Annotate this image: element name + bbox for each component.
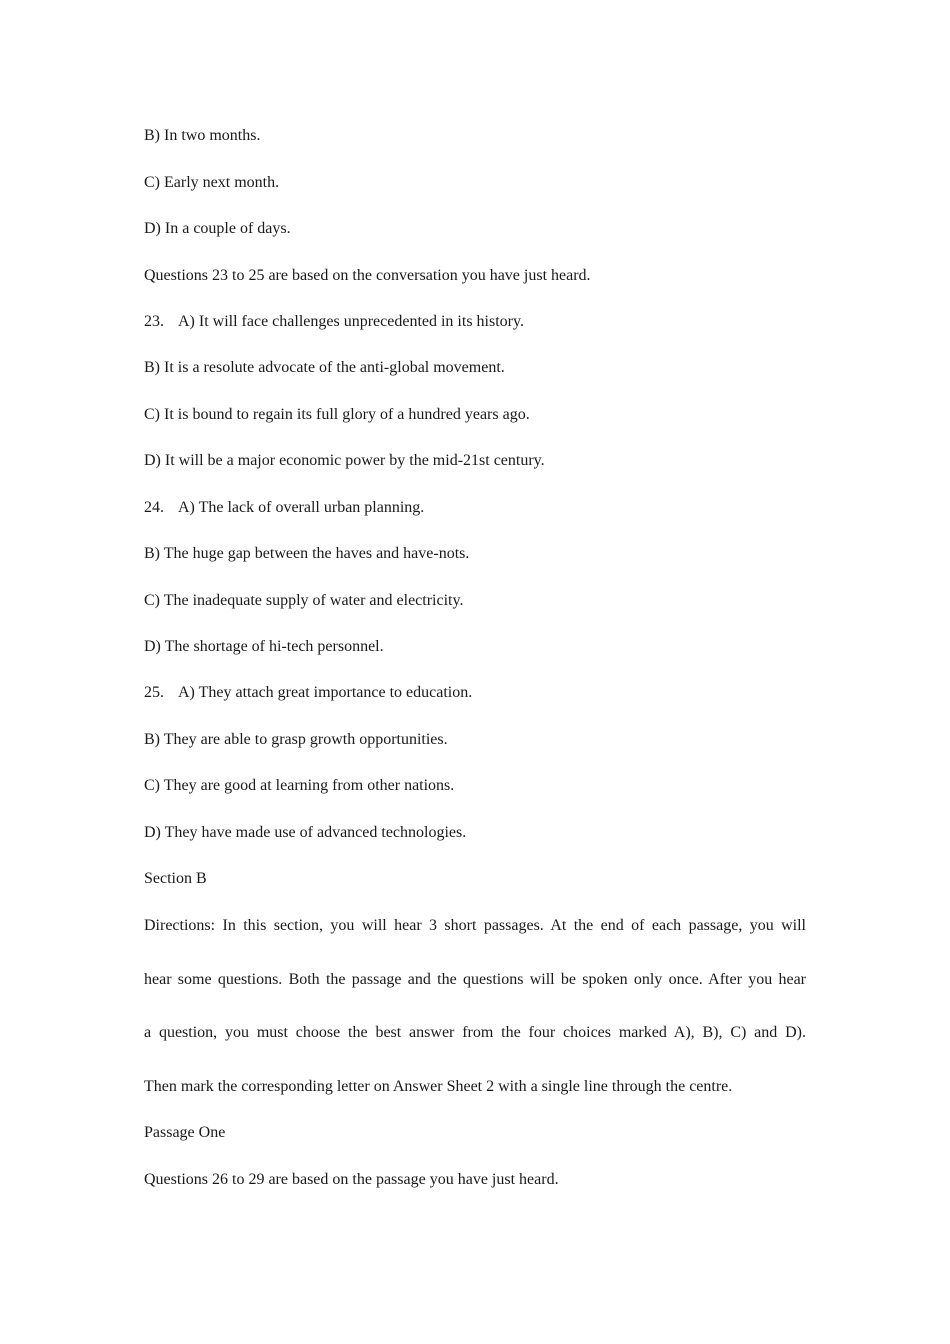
- directions-line-3: a question, you must choose the best answer from the four choices marked A), B), C) and D).: [144, 1024, 806, 1041]
- q23-option-d: D) It will be a major economic power by the mid-21st century.: [144, 452, 545, 469]
- q23-option-b: B) It is a resolute advocate of the anti-global movement.: [144, 359, 505, 376]
- q25-option-d: D) They have made use of advanced technologies.: [144, 824, 467, 841]
- q24-number: 24.: [144, 499, 164, 516]
- q23-option-a-line: [144, 312, 524, 332]
- q23-number: 23.: [144, 313, 164, 330]
- q24-option-a: A) The lack of overall urban planning.: [178, 499, 425, 516]
- q24-option-c: C) The inadequate supply of water and electricity.: [144, 592, 464, 609]
- directions-line-1: Directions: In this section, you will hear 3 short passages. At the end of each passage, you will: [144, 917, 806, 934]
- q23-option-a: A) It will face challenges unprecedented in its history.: [178, 313, 524, 330]
- q25-option-c: C) They are good at learning from other nations.: [144, 777, 455, 794]
- q25-option-a: A) They attach great importance to education.: [178, 684, 473, 701]
- section-b-heading: Section B: [144, 870, 207, 887]
- q23-option-c: C) It is bound to regain its full glory of a hundred years ago.: [144, 406, 530, 423]
- q22-option-b: B) In two months.: [144, 127, 261, 144]
- q24-option-b: B) The huge gap between the haves and have-nots.: [144, 545, 470, 562]
- q24-option-d: D) The shortage of hi-tech personnel.: [144, 638, 384, 655]
- q25-option-a-line: [144, 683, 472, 703]
- questions-23-25-intro: Questions 23 to 25 are based on the conversation you have just heard.: [144, 267, 591, 284]
- q24-option-a-line: [144, 498, 424, 518]
- q25-number: 25.: [144, 684, 164, 701]
- q22-option-c: C) Early next month.: [144, 174, 280, 191]
- q25-option-b: B) They are able to grasp growth opportunities.: [144, 731, 448, 748]
- passage-one-heading: Passage One: [144, 1124, 226, 1141]
- directions-line-4: Then mark the corresponding letter on Answer Sheet 2 with a single line through the centre.: [144, 1078, 733, 1095]
- directions-line-2: hear some questions. Both the passage and the questions will be spoken only once. After you hear: [144, 971, 806, 988]
- questions-26-29-intro: Questions 26 to 29 are based on the passage you have just heard.: [144, 1171, 559, 1188]
- q22-option-d: D) In a couple of days.: [144, 220, 291, 237]
